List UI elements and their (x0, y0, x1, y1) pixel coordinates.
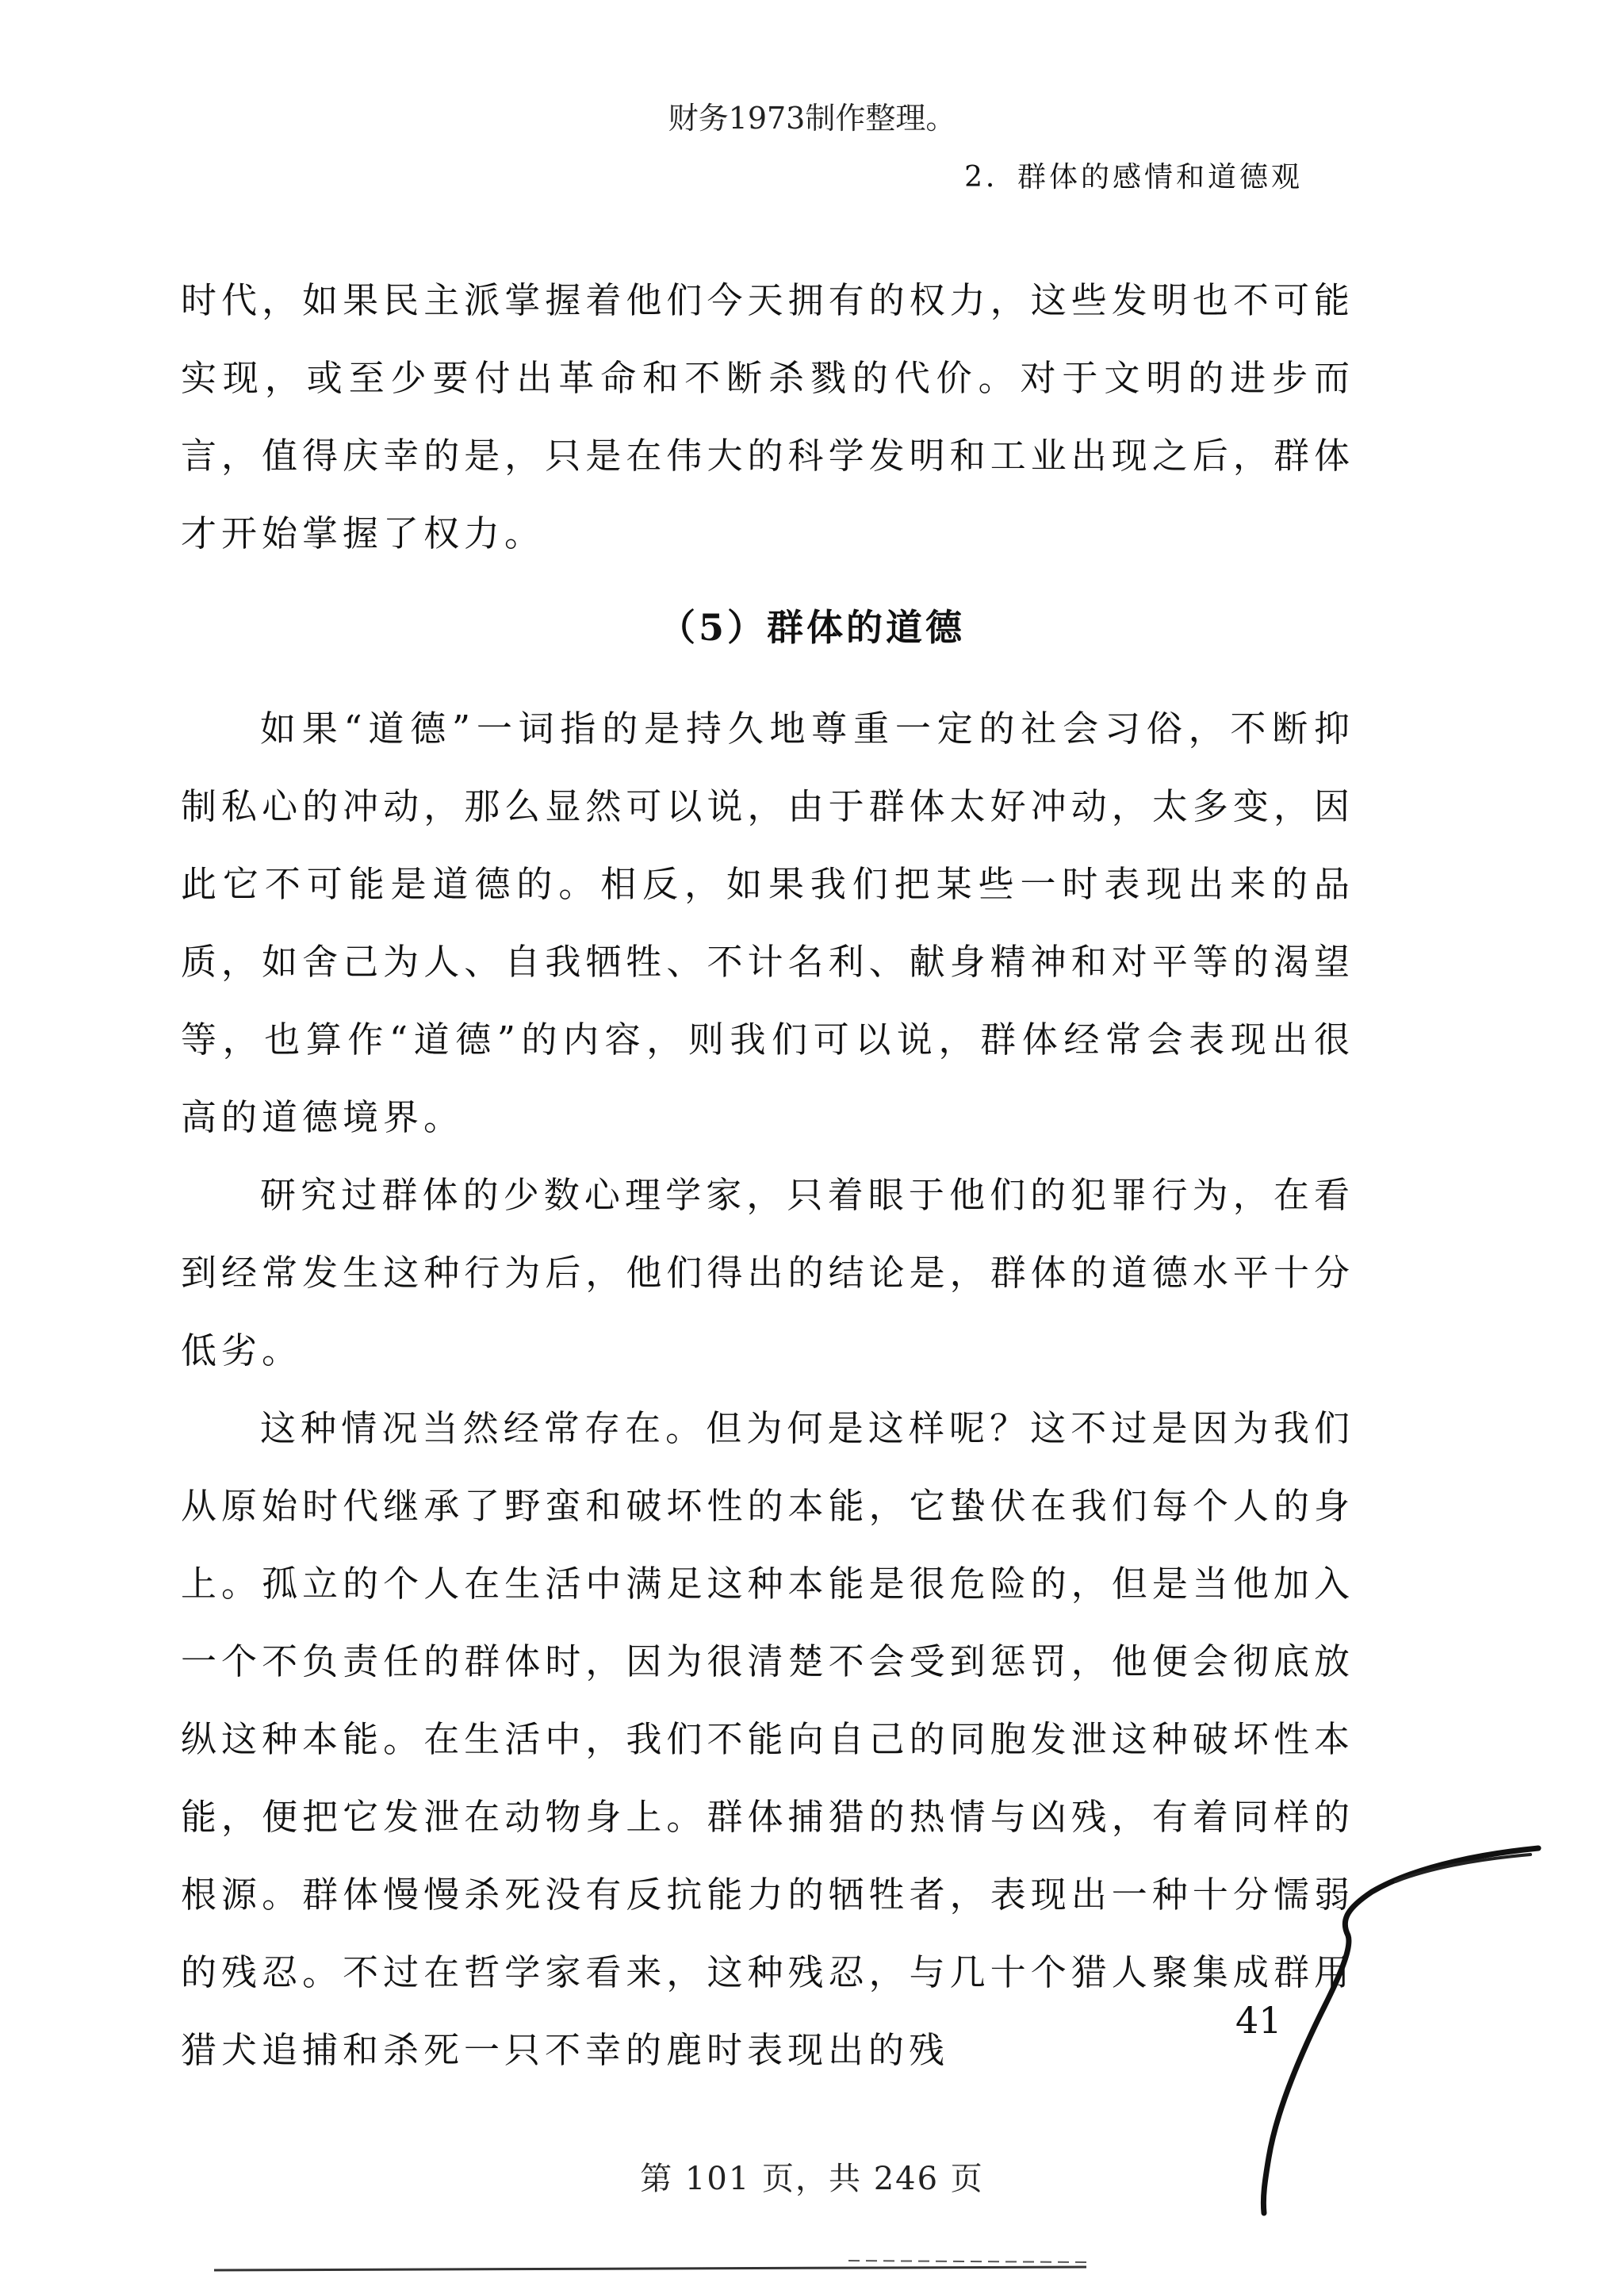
paragraph: 如果“道德”一词指的是持久地尊重一定的社会习俗，不断抑制私心的冲动，那么显然可以说，由于群体太好冲动，太多变，因此它不可能是道德的。相反，如果我们把某些一时表现出来的品质，如舍己为人、自我牺牲、不计名利、献身精神和对平等的渴望等，也算作“道德”的内容，则我们可以说，群体经常会表现出很高的道德境界。 (181, 708, 1354, 1138)
running-head: 2．群体的感情和道德观 (964, 161, 1303, 194)
watermark: 财务1973制作整理。 (668, 101, 956, 136)
section-heading: （5）群体的道德 (658, 606, 965, 649)
paragraph: 这种情况当然经常存在。但为何是这样呢？这不过是因为我们从原始时代继承了野蛮和破坏性的本能，它蛰伏在我们每个人的身上。孤立的个人在生活中满足这种本能是很危险的，但是当他加入一个不负责任的群体时，因为很清楚不会受到惩罚，他便会彻底放纵这种本能。在生活中，我们不能向自己的同胞发泄这种破坏性本能，便把它发泄在动物身上。群体捕猎的热情与凶残，有着同样的根源。群体慢慢杀死没有反抗能力的牺牲者，表现出一种十分懦弱的残忍。不过在哲学家看来，这种残忍，与几十个猎人聚集成群用猎犬追捕和杀死一只不幸的鹿时表现出的残 (181, 1407, 1354, 2071)
page-footer: 第 101 页，共 246 页 (640, 2161, 984, 2197)
paragraph: 研究过群体的少数心理学家，只着眼于他们的犯罪行为，在看到经常发生这种行为后，他们得出的结论是，群体的道德水平十分低劣。 (181, 1174, 1354, 1371)
text-block-before (181, 262, 1354, 573)
paragraph: 时代，如果民主派掌握着他们今天拥有的权力，这些发明也不可能实现，或至少要付出革命和不断杀戮的代价。对于文明的进步而言，值得庆幸的是，只是在伟大的科学发明和工业出现之后，群体才开始掌握了权力。 (181, 279, 1354, 554)
page-number: 41 (1235, 1999, 1282, 2042)
text-block-after (181, 690, 1354, 2089)
